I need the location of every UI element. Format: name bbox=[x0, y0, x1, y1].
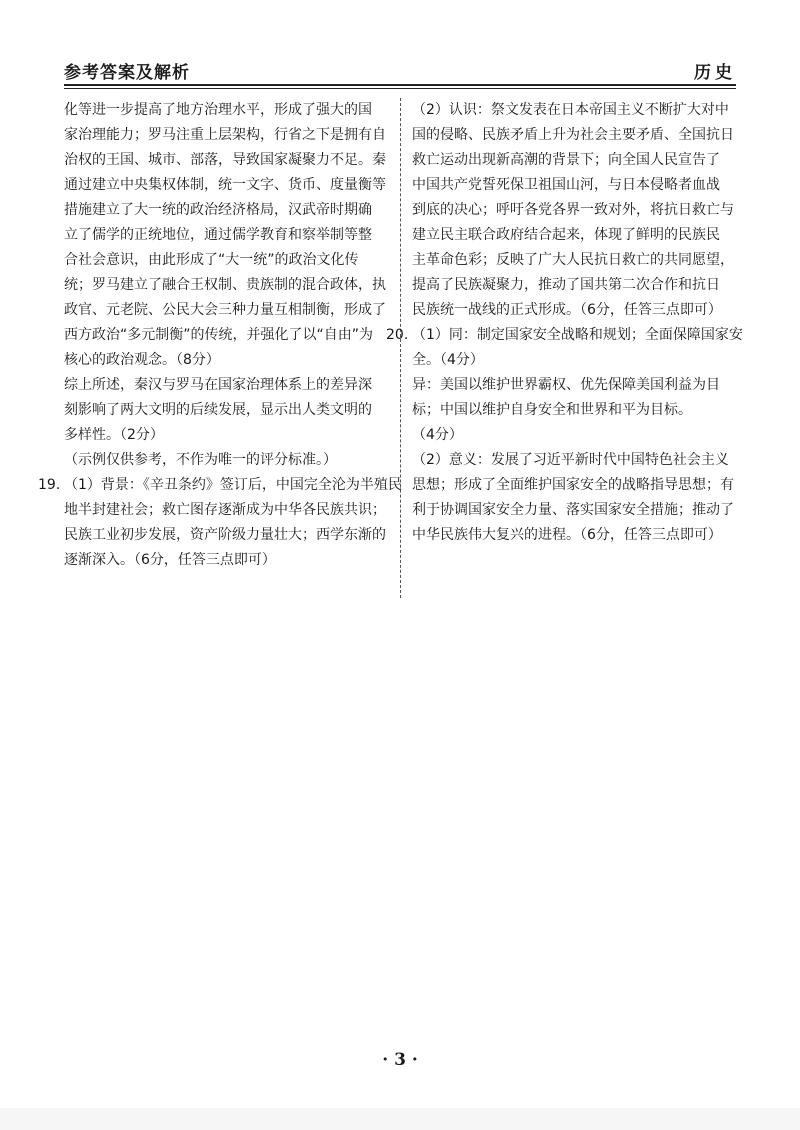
right-column bbox=[386, 98, 743, 548]
header-subject: 历史 bbox=[694, 63, 736, 83]
question-19 bbox=[38, 473, 402, 498]
text-line: （1）背景：《辛丑条约》签订后，中国完全沦为半殖民 bbox=[64, 477, 402, 493]
text-line: （2）意义：发展了习近平新时代中国特色社会主义 bbox=[412, 452, 729, 468]
text-line: （4分） bbox=[412, 427, 463, 443]
text-line: 主革命色彩；反映了广大人民抗日救亡的共同愿望， bbox=[412, 252, 734, 268]
text-line: 民族统一战线的正式形成。（6分，任答三点即可） bbox=[412, 302, 722, 318]
text-line: 西方政治“多元制衡”的传统，并强化了以“自由”为 bbox=[64, 327, 374, 343]
text-line: 标；中国以维护自身安全和世界和平为目标。 bbox=[412, 402, 692, 418]
text-line: 全。（4分） bbox=[412, 352, 484, 368]
text-line: 多样性。（2分） bbox=[64, 427, 164, 443]
text-line: 逐渐深入。（6分，任答三点即可） bbox=[64, 552, 276, 568]
text-line: 化等进一步提高了地方治理水平，形成了强大的国 bbox=[64, 102, 372, 118]
text-line: 综上所述，秦汉与罗马在国家治理体系上的差异深 bbox=[64, 377, 372, 393]
text-line: 合社会意识，由此形成了“大一统”的政治文化传 bbox=[64, 252, 359, 268]
text-line: 民族工业初步发展，资产阶级力量壮大；西学东渐的 bbox=[64, 527, 386, 543]
text-line: 思想；形成了全面维护国家安全的战略指导思想；有 bbox=[412, 477, 734, 493]
text-line: （2）认识：祭文发表在日本帝国主义不断扩大对中 bbox=[412, 102, 729, 118]
text-line: 中华民族伟大复兴的进程。（6分，任答三点即可） bbox=[412, 527, 722, 543]
text-line: 中国共产党誓死保卫祖国山河，与日本侵略者血战 bbox=[412, 177, 720, 193]
bottom-band bbox=[0, 1108, 800, 1130]
text-line: 到底的决心；呼吁各党各界一致对外，将抗日救亡与 bbox=[412, 202, 734, 218]
question-20 bbox=[386, 323, 743, 348]
text-line: 家治理能力；罗马注重上层架构，行省之下是拥有自 bbox=[64, 127, 386, 143]
text-line: 治权的王国、城市、部落，导致国家凝聚力不足。秦 bbox=[64, 152, 386, 168]
text-line: 通过建立中央集权体制，统一文字、货币、度量衡等 bbox=[64, 177, 386, 193]
text-line: 异：美国以维护世界霸权、优先保障美国利益为目 bbox=[412, 377, 720, 393]
text-line: （示例仅供参考，不作为唯一的评分标准。） bbox=[64, 452, 337, 468]
text-line: 统；罗马建立了融合王权制、贵族制的混合政体，执 bbox=[64, 277, 386, 293]
text-line: 利于协调国家安全力量、落实国家安全措施；推动了 bbox=[412, 502, 734, 518]
header-rule bbox=[64, 84, 736, 89]
text-line: 政官、元老院、公民大会三种力量互相制衡，形成了 bbox=[64, 302, 386, 318]
column-divider bbox=[400, 98, 401, 598]
question-number: 20. bbox=[386, 327, 409, 343]
text-line: （1）同：制定国家安全战略和规划；全面保障国家安 bbox=[412, 327, 743, 343]
question-number: 19. bbox=[38, 477, 61, 493]
text-line: 刻影响了两大文明的后续发展，显示出人类文明的 bbox=[64, 402, 372, 418]
header-title: 参考答案及解析 bbox=[64, 63, 190, 83]
text-line: 建立民主联合政府结合起来，体现了鲜明的民族民 bbox=[412, 227, 720, 243]
text-line: 国的侵略、民族矛盾上升为社会主要矛盾、全国抗日 bbox=[412, 127, 734, 143]
text-line: 措施建立了大一统的政治经济格局，汉武帝时期确 bbox=[64, 202, 372, 218]
page-header bbox=[64, 52, 736, 92]
page-number: · 3 · bbox=[382, 1050, 418, 1070]
text-line: 提高了民族凝聚力，推动了国共第二次合作和抗日 bbox=[412, 277, 720, 293]
text-line: 救亡运动出现新高潮的背景下；向全国人民宣告了 bbox=[412, 152, 720, 168]
text-line: 地半封建社会；救亡图存逐渐成为中华各民族共识； bbox=[64, 502, 386, 518]
text-line: 立了儒学的正统地位，通过儒学教育和察举制等整 bbox=[64, 227, 372, 243]
text-line: 核心的政治观念。（8分） bbox=[64, 352, 220, 368]
